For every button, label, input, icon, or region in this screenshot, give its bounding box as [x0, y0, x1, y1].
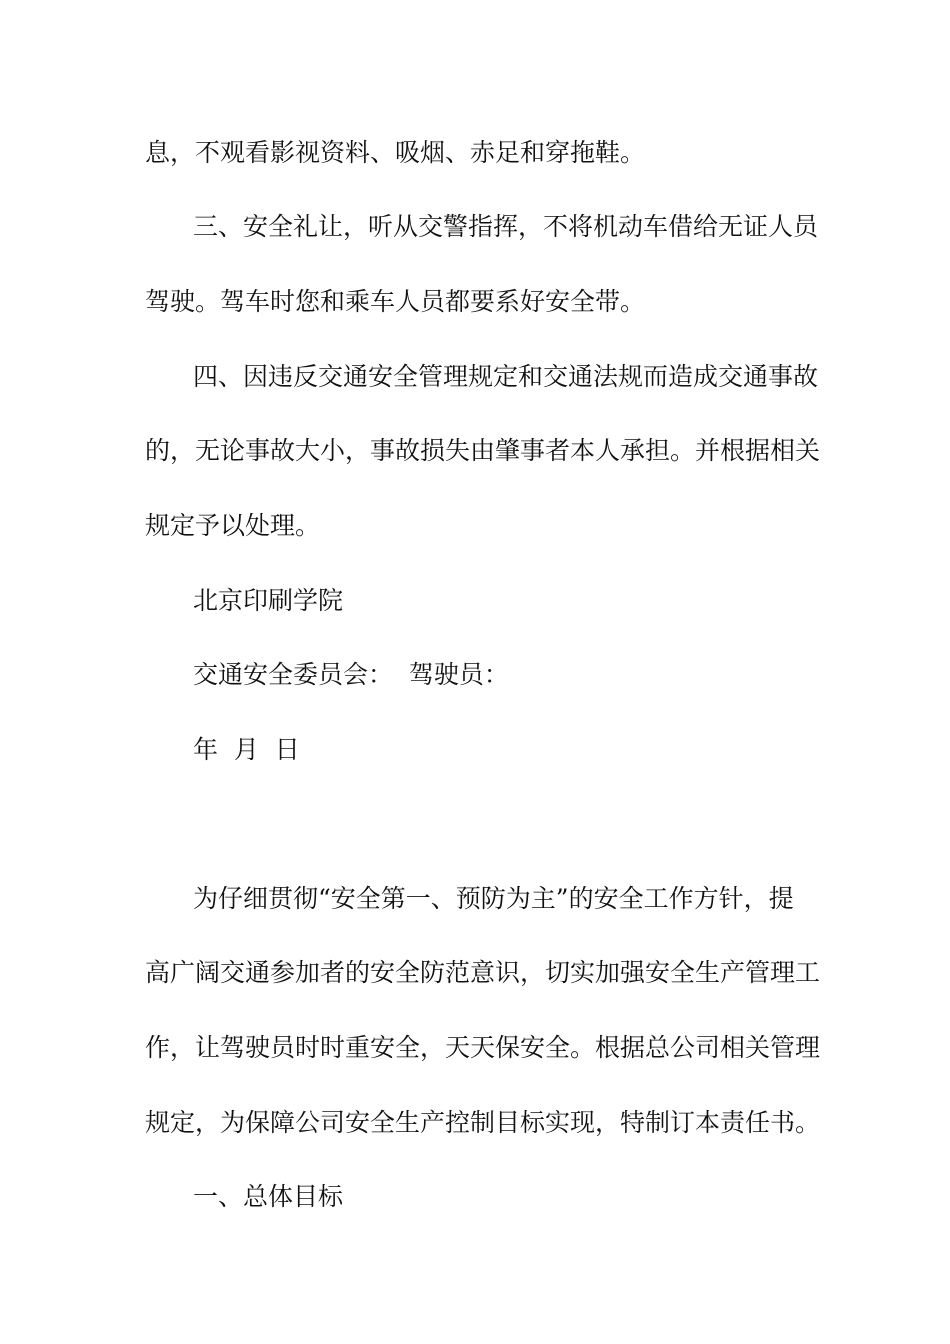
- paragraph-line: 为仔细贯彻“安全第一、预防为主”的安全工作方针，提: [193, 884, 794, 913]
- paragraph-line: 四、因违反交通安全管理规定和交通法规而造成交通事故: [193, 362, 819, 391]
- paragraph-line: 作，让驾驶员时时重安全，天天保安全。根据总公司相关管理: [145, 1033, 821, 1062]
- signature-date: 年 月 日: [193, 735, 300, 764]
- paragraph-line: 息，不观看影视资料、吸烟、赤足和穿拖鞋。: [145, 138, 646, 167]
- paragraph-line: 驾驶。驾车时您和乘车人员都要系好安全带。: [145, 287, 646, 316]
- paragraph-line: 规定予以处理。: [145, 511, 321, 540]
- section-heading: 一、总体目标: [193, 1182, 344, 1211]
- signature-parties: 交通安全委员会： 驾驶员：: [193, 660, 509, 689]
- paragraph-line: 三、安全礼让，听从交警指挥，不将机动车借给无证人员: [193, 212, 819, 241]
- paragraph-line: 高广阔交通参加者的安全防范意识，切实加强安全生产管理工: [145, 958, 821, 987]
- paragraph-line: 的，无论事故大小，事故损失由肇事者本人承担。并根据相关: [145, 436, 821, 465]
- paragraph-line: 规定，为保障公司安全生产控制目标实现，特制订本责任书。: [145, 1108, 821, 1137]
- signature-organization: 北京印刷学院: [193, 586, 344, 615]
